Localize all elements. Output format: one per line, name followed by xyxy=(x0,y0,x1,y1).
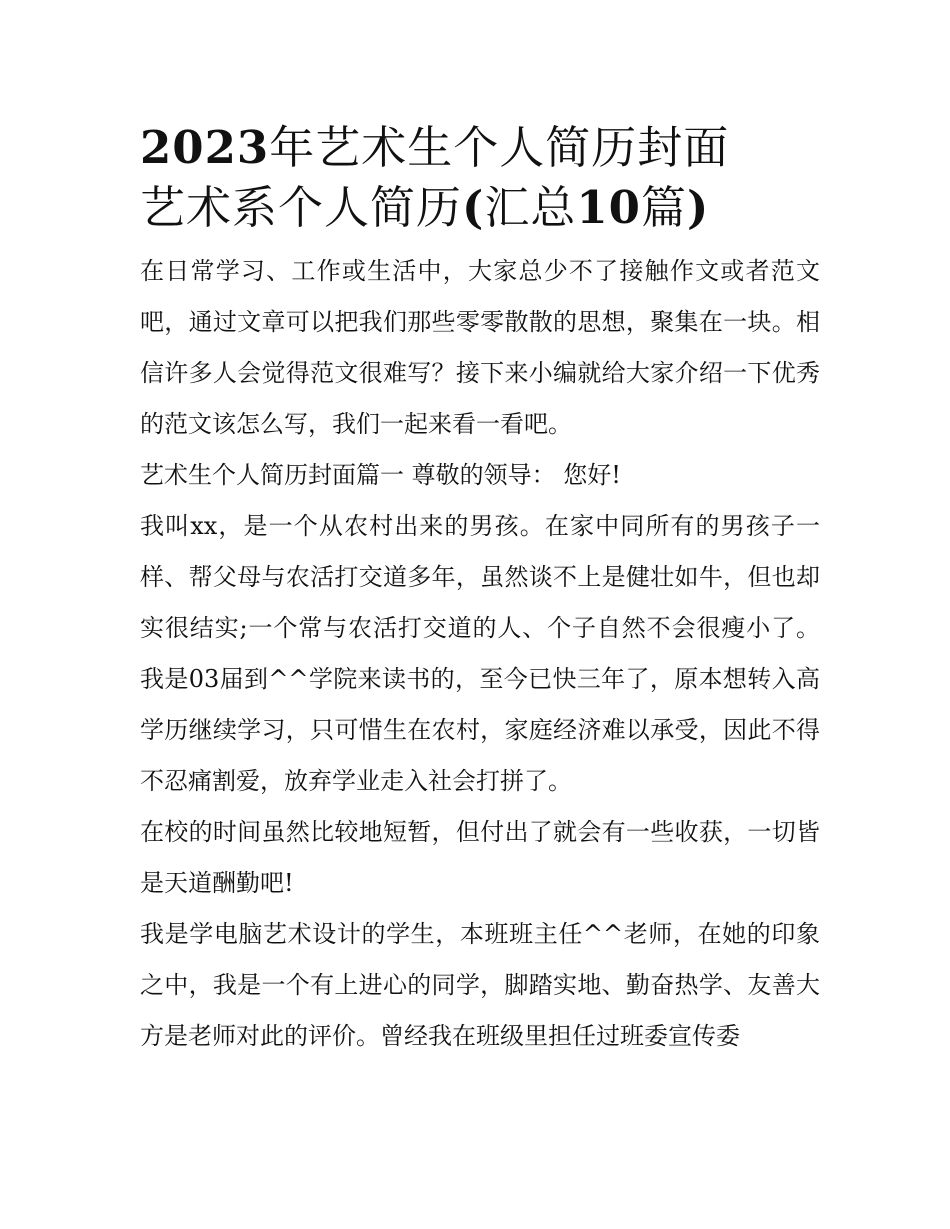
background-paragraph: 我叫xx，是一个从农村出来的男孩。在家中同所有的男孩子一样、帮父母与农活打交道多年，虽然谈不上是健壮如牛，但也却实很结实;一个常与农活打交道的人、个子自然不会很瘦小了。我是03届到^^学院来读书的，至今已快三年了，原本想转入高学历继续学习，只可惜生在农村，家庭经济难以承受，因此不得不忍痛割爱，放弃学业走入社会打拼了。 xyxy=(140,512,820,795)
title-line-1-text: 年艺术生个人简历封面 xyxy=(269,121,730,174)
title-summary-text: 汇总 xyxy=(484,181,577,234)
school-time-paragraph: 在校的时间虽然比较地短暂，但付出了就会有一些收获，一切皆是天道酬勤吧! xyxy=(140,818,820,897)
title-paren-open: ( xyxy=(462,181,485,234)
document-body xyxy=(140,118,820,1062)
intro-paragraph: 在日常学习、工作或生活中，大家总少不了接触作文或者范文吧，通过文章可以把我们那些零零散散的思想，聚集在一块。相信许多人会觉得范文很难写？接下来小编就给大家介绍一下优秀的范文该怎么写，我们一起来看一看吧。 xyxy=(140,257,820,438)
title-line-2 xyxy=(140,178,820,238)
title-unit-text: 篇 xyxy=(640,181,687,234)
title-paren-close: ) xyxy=(686,181,710,234)
document-title xyxy=(140,118,820,238)
section-heading-paragraph: 艺术生个人简历封面篇一 尊敬的领导： 您好! xyxy=(140,461,621,489)
title-line-2-text: 艺术系个人简历 xyxy=(140,181,463,234)
teacher-evaluation-paragraph: 我是学电脑艺术设计的学生，本班班主任^^老师，在她的印象之中，我是一个有上进心的同学，脚踏实地、勤奋热学、友善大方是老师对此的评价。曾经我在班级里担任过班委宣传委 xyxy=(140,920,820,1050)
title-line-1 xyxy=(140,118,820,178)
title-count: 10 xyxy=(576,181,641,234)
title-year: 2023 xyxy=(140,121,270,174)
